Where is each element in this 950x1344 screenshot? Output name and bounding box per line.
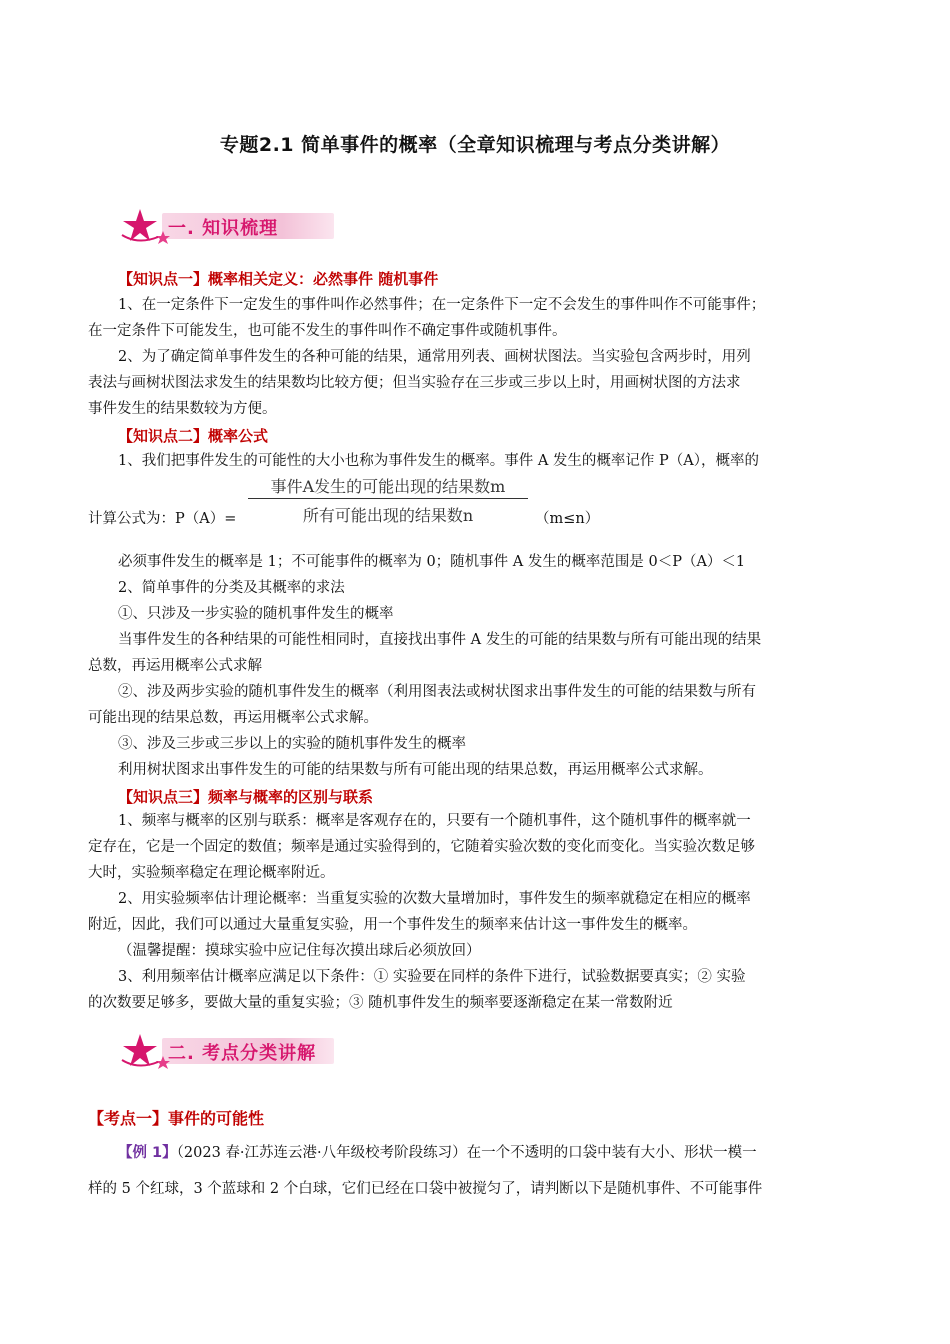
paragraph-line: 表法与画树状图法求发生的结果数均比较方便；但当实验存在三步或三步以上时，用画树状图的方法求 [88,375,741,391]
paragraph-line: 附近，因此，我们可以通过大量重复实验，用一个事件发生的频率来估计这一事件发生的概率。 [88,917,697,933]
formula-prefix: 计算公式为：P（A）= [88,511,237,527]
paragraph-line: 1、频率与概率的区别与联系：概率是客观存在的，只要有一个随机事件，这个随机事件的概率就一 [118,813,751,829]
paragraph-line: 必须事件发生的概率是 1；不可能事件的概率为 0；随机事件 A 发生的概率范围是 0＜P（A）＜1 [118,554,746,570]
paragraph-line: 大时，实验频率稳定在理论概率附近。 [88,865,335,881]
paragraph-line: 总数，再运用概率公式求解 [88,658,262,674]
knowledge-point-1-heading: 【知识点一】概率相关定义：必然事件 随机事件 [118,270,439,288]
section-heading-1: 一. 知识梳理 [168,218,279,239]
section-banner-2 [118,1030,338,1070]
paragraph-line: 2、用实验频率估计理论概率：当重复实验的次数大量增加时，事件发生的频率就稳定在相应的概率 [118,891,751,907]
example-1-line [118,1144,898,1162]
paragraph-line: 的次数要足够多，要做大量的重复实验；③ 随机事件发生的频率要逐渐稳定在某一常数附近 [88,995,673,1011]
example-label: 【例 1】 [118,1145,177,1161]
knowledge-point-3-heading: 【知识点三】频率与概率的区别与联系 [118,788,374,806]
fraction-bar [248,498,528,499]
paragraph-line: 1、在一定条件下一定发生的事件叫作必然事件；在一定条件下一定不会发生的事件叫作不可能事件； [118,297,766,313]
section-banner-1 [118,205,338,245]
example-text: （2023 春·江苏连云港·八年级校考阶段练习）在一个不透明的口袋中装有大小、形状一模一 [176,1145,757,1161]
paragraph-line: 利用树状图求出事件发生的可能的结果数与所有可能出现的结果总数，再运用概率公式求解。 [118,762,713,778]
paragraph-line: 2、简单事件的分类及其概率的求法 [118,580,345,596]
fraction-denominator: 所有可能出现的结果数n [302,506,474,525]
paragraph-line: ②、涉及两步实验的随机事件发生的概率（利用图表法或树状图求出事件发生的可能的结果数与所有 [118,684,756,700]
section-heading-2: 二. 考点分类讲解 [168,1043,317,1064]
paragraph-line: 定存在，它是一个固定的数值；频率是通过实验得到的，它随着实验次数的变化而变化。当实验次数足够 [88,839,755,855]
paragraph-line: 在一定条件下可能发生，也可能不发生的事件叫作不确定事件或随机事件。 [88,323,567,339]
paragraph-line: （温馨提醒：摸球实验中应记住每次摸出球后必须放回） [118,943,481,959]
knowledge-point-2-heading: 【知识点二】概率公式 [118,427,269,445]
paragraph-line: ①、只涉及一步实验的随机事件发生的概率 [118,606,394,622]
test-point-1-heading: 【考点一】事件的可能性 [88,1109,265,1128]
formula-condition: （m≤n） [535,511,600,527]
probability-formula-fraction [248,474,528,525]
fraction-numerator: 事件A发生的可能出现的结果数m [270,477,506,496]
page-title: 专题2.1 简单事件的概率（全章知识梳理与考点分类讲解） [219,134,731,156]
paragraph-line: 可能出现的结果总数，再运用概率公式求解。 [88,710,378,726]
paragraph-line: 事件发生的结果数较为方便。 [88,401,277,417]
paragraph-line: 当事件发生的各种结果的可能性相同时，直接找出事件 A 发生的可能的结果数与所有可能出现的结果 [118,632,762,648]
paragraph-line: 1、我们把事件发生的可能性的大小也称为事件发生的概率。事件 A 发生的概率记作 P（A），概率的 [118,453,759,469]
paragraph-line: 2、为了确定简单事件发生的各种可能的结果，通常用列表、画树状图法。当实验包含两步时，用列 [118,349,751,365]
paragraph-line: ③、涉及三步或三步以上的实验的随机事件发生的概率 [118,736,466,752]
paragraph-line: 3、利用频率估计概率应满足以下条件：① 实验要在同样的条件下进行，试验数据要真实；② 实验 [118,969,746,985]
paragraph-line: 样的 5 个红球，3 个蓝球和 2 个白球，它们已经在口袋中被搅匀了，请判断以下是随机事件、不可能事件 [88,1181,763,1197]
